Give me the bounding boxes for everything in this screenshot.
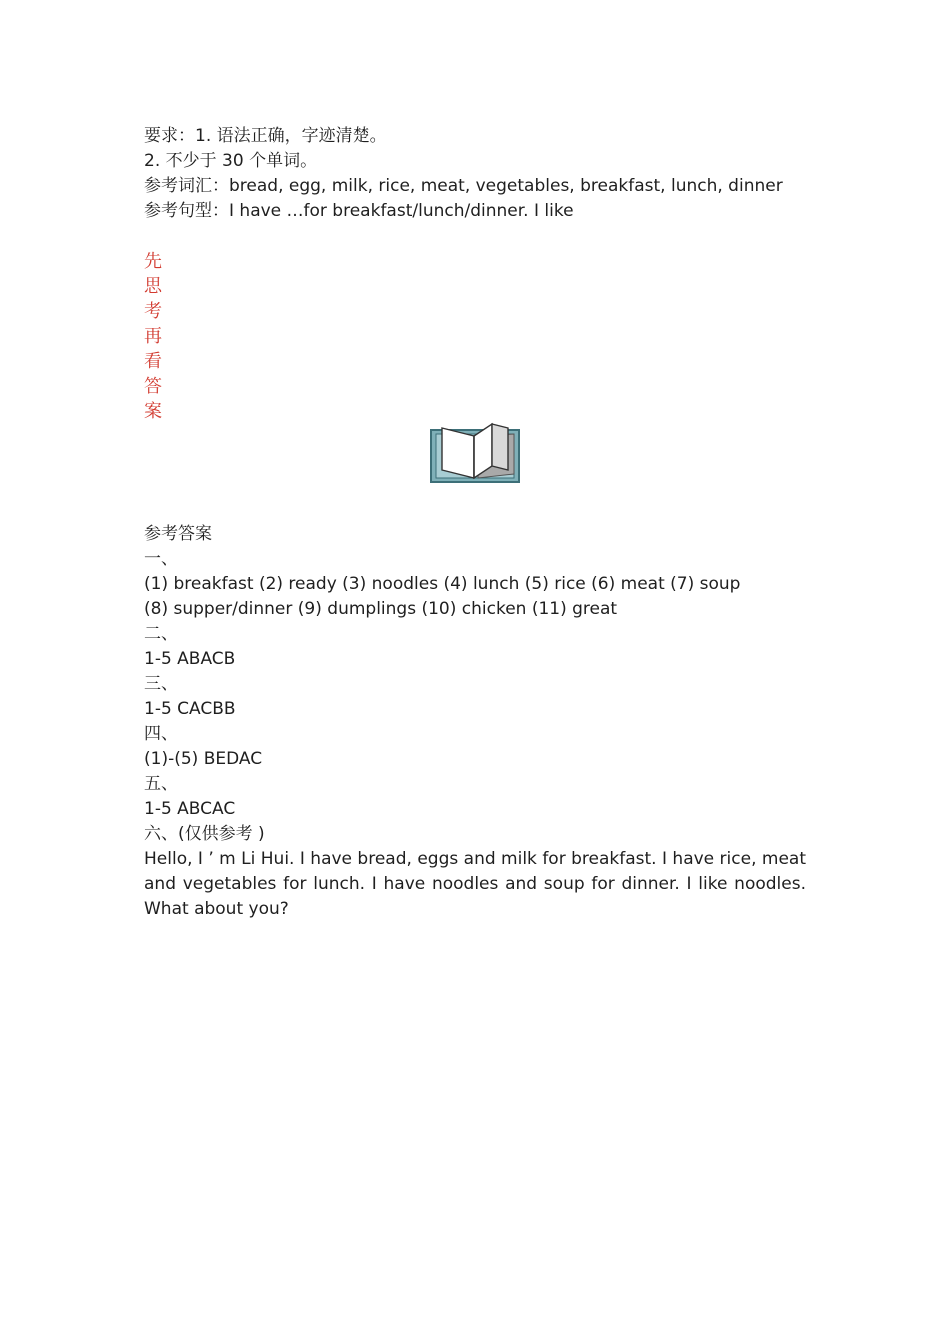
section-5-answers: 1-5 ABCAC	[144, 799, 236, 819]
section-1-label: 一、	[144, 549, 178, 569]
requirement-line-1: 要求：1. 语法正确，字迹清楚。	[144, 126, 387, 146]
section-2-label: 二、	[144, 624, 178, 644]
requirement-line-2: 2. 不少于 30 个单词。	[144, 151, 318, 171]
hint-char: 再	[144, 326, 162, 347]
answers-title: 参考答案	[144, 524, 212, 544]
document-page	[144, 124, 806, 919]
hint-char: 思	[144, 276, 162, 297]
sample-essay: Hello, I ’ m Li Hui. I have bread, eggs and milk for breakfast. I have rice, meat and vegetables for lunch. I have noodles and soup for dinner. I like noodles. What about you?	[144, 849, 806, 919]
reference-sentence-pattern: 参考句型：I have …for breakfast/lunch/dinner. I like	[144, 201, 574, 221]
think-first-hint	[144, 249, 168, 424]
spacer	[144, 224, 806, 249]
section-4-label: 四、	[144, 724, 178, 744]
hint-char: 看	[144, 351, 162, 372]
answer-section	[144, 522, 806, 922]
reference-vocabulary: 参考词汇：bread, egg, milk, rice, meat, vegetables, breakfast, lunch, dinner	[144, 176, 783, 196]
hint-char: 考	[144, 301, 162, 322]
section-2-answers: 1-5 ABACB	[144, 649, 236, 669]
section-6-label: 六、(仅供参考 )	[144, 824, 265, 844]
section-4-answers: (1)-(5) BEDAC	[144, 749, 263, 769]
open-book-icon	[430, 422, 520, 484]
hint-char: 答	[144, 376, 162, 397]
section-1-answers-line-1: (1) breakfast (2) ready (3) noodles (4) lunch (5) rice (6) meat (7) soup	[144, 574, 741, 594]
section-1-answers-line-2: (8) supper/dinner (9) dumplings (10) chicken (11) great	[144, 599, 618, 619]
section-3-answers: 1-5 CACBB	[144, 699, 236, 719]
hint-char: 先	[144, 251, 162, 272]
section-5-label: 五、	[144, 774, 178, 794]
section-3-label: 三、	[144, 674, 178, 694]
hint-char: 案	[144, 401, 162, 422]
